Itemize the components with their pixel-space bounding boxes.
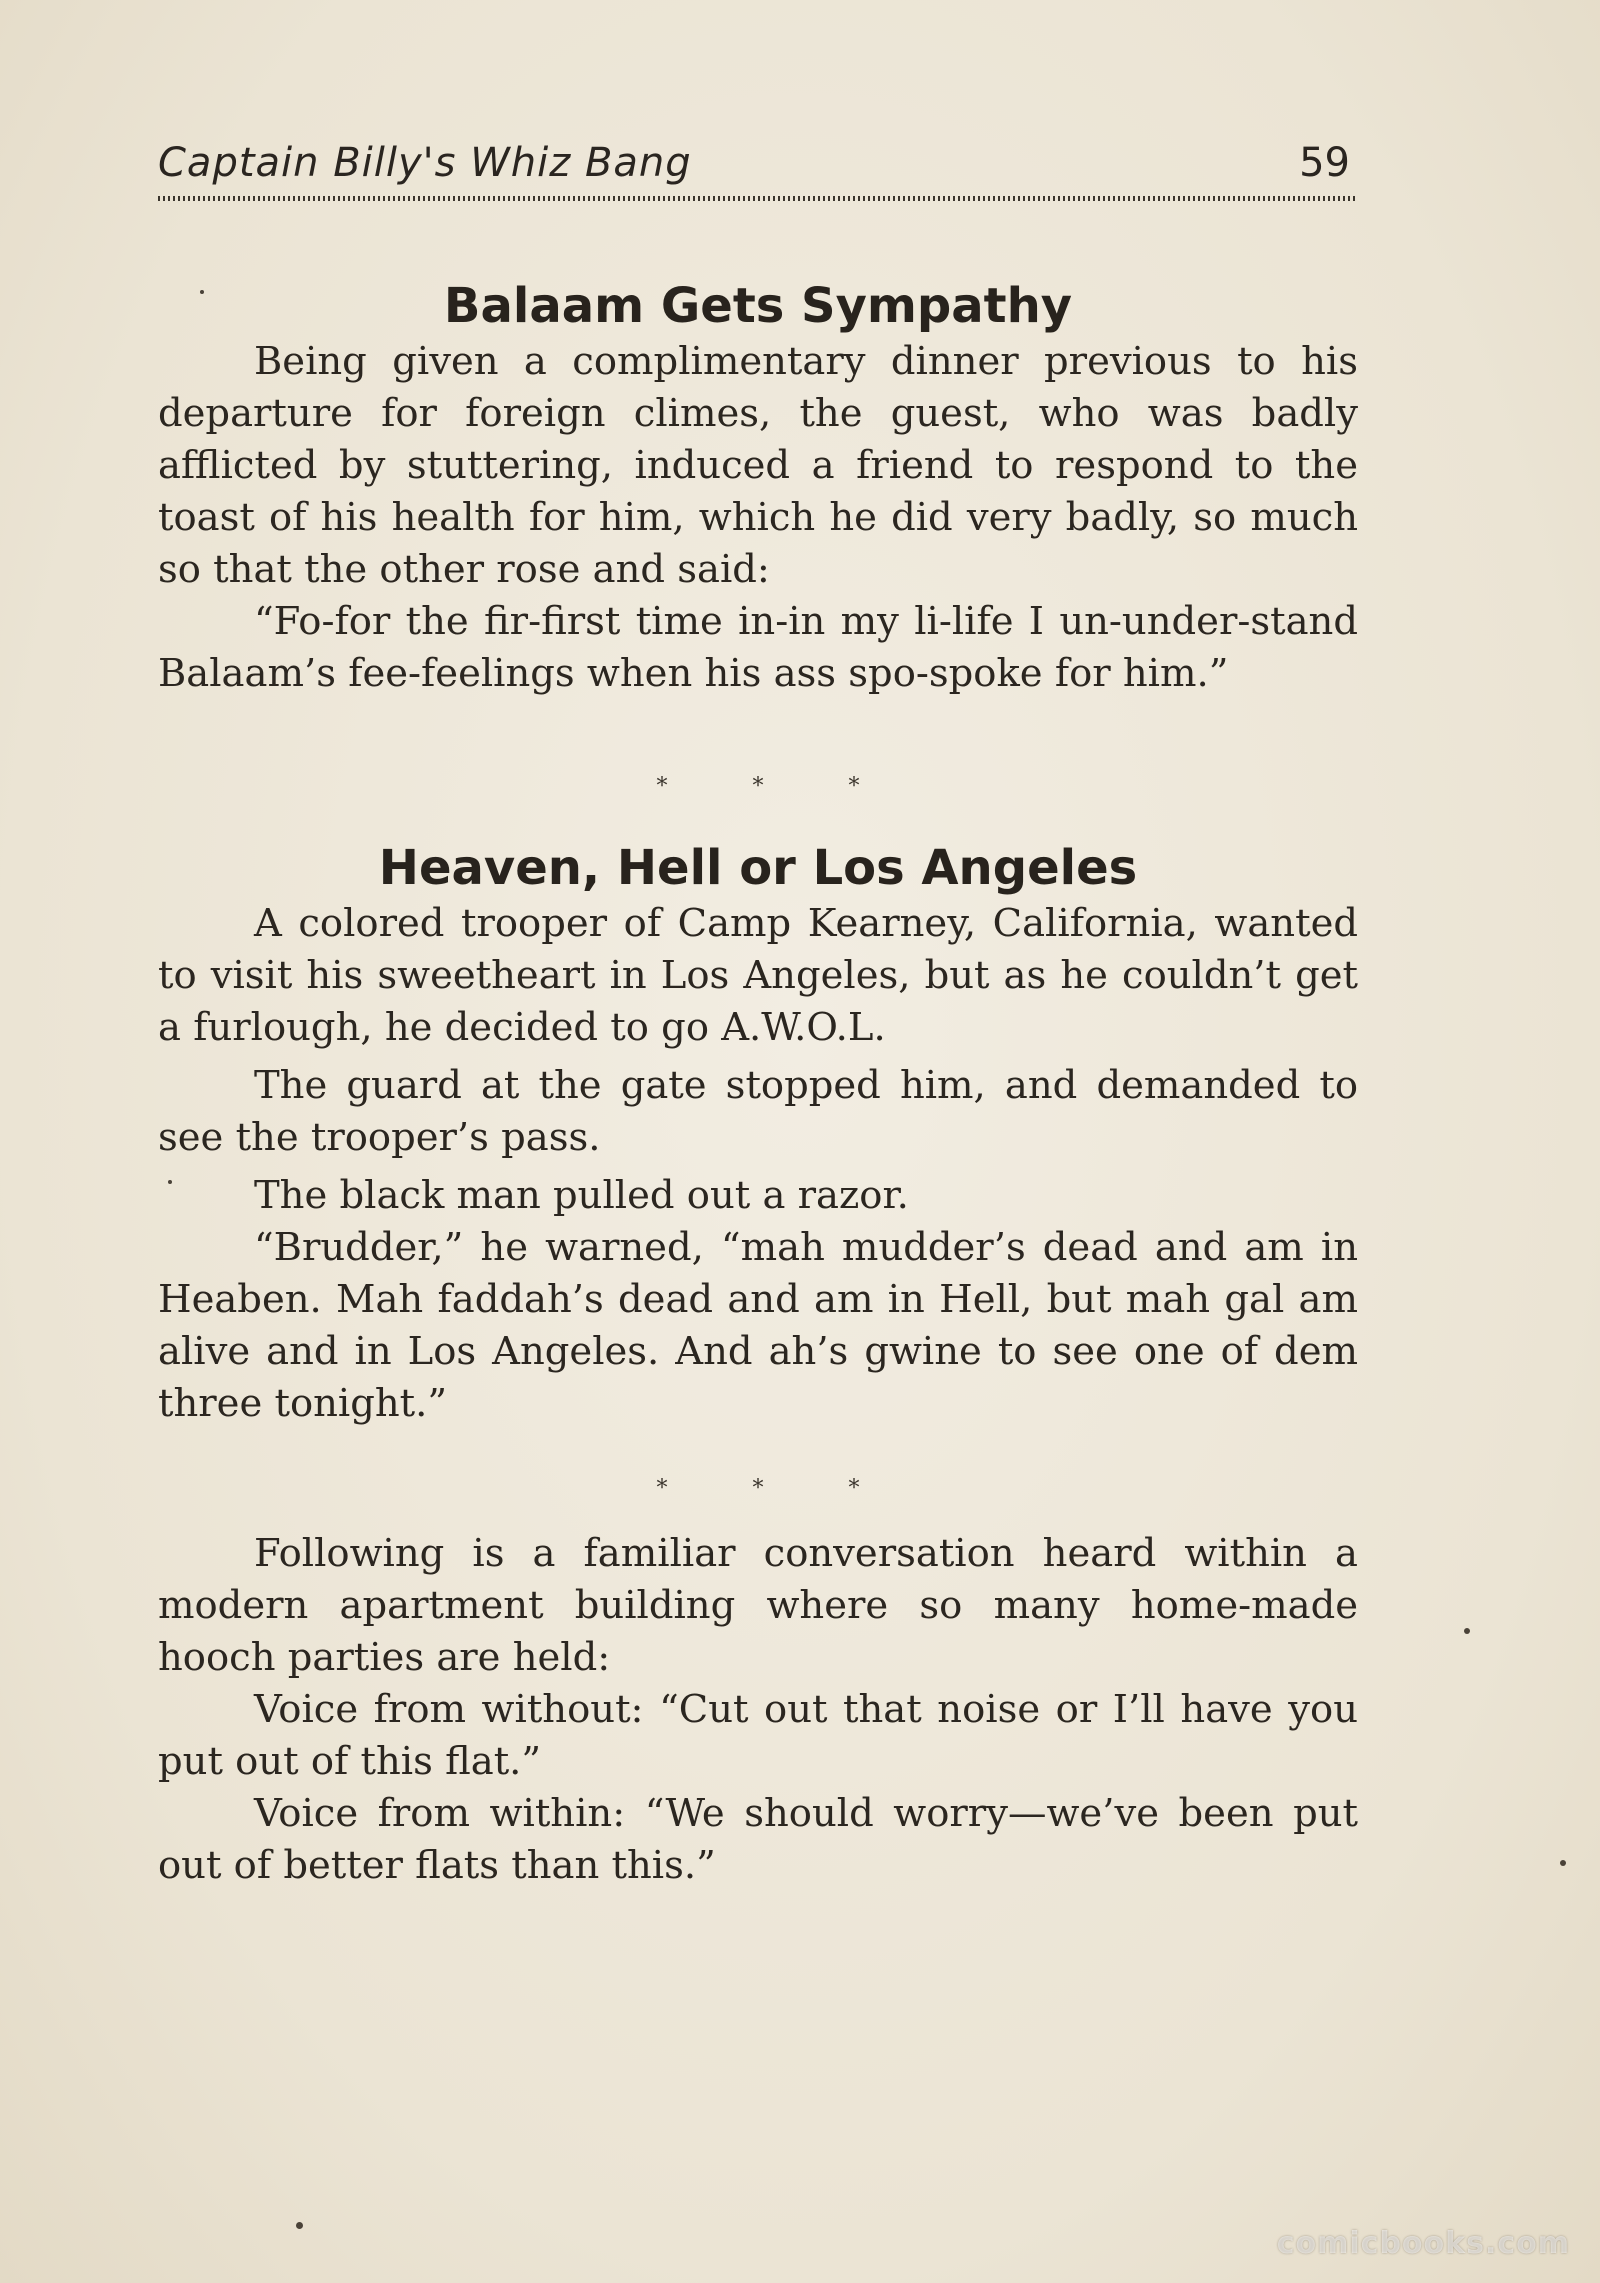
running-title: Captain Billy's Whiz Bang bbox=[158, 140, 692, 186]
article-title: Heaven, Hell or Los Angeles bbox=[378, 840, 1138, 896]
page-number: 59 bbox=[1299, 140, 1350, 186]
asterisk: * bbox=[848, 1476, 860, 1501]
asterisk: * bbox=[656, 1476, 668, 1501]
header-rule bbox=[158, 196, 1358, 201]
paper-speck bbox=[1464, 1628, 1470, 1634]
article-paragraph: The guard at the gate stopped him, and demanded to see the trooper’s pass. bbox=[158, 1063, 1358, 1160]
article-paragraph: Voice from without: “Cut out that noise or I’ll have you put out of this flat.” bbox=[158, 1687, 1358, 1784]
article-paragraph: Being given a complimentary dinner previous to his departure for foreign climes, the guest, who was badly afflicted by stuttering, induced a friend to respond to the toast of his health for him, which he did very badly, so much so that the other rose and said: bbox=[158, 339, 1358, 592]
asterisk: * bbox=[848, 774, 860, 799]
section-separator bbox=[158, 1476, 1358, 1501]
article-paragraph: “Brudder,” he warned, “mah mudder’s dead and am in Heaben. Mah faddah’s dead and am in Hell, but mah gal am alive and in Los Angeles. And ah’s gwine to see one of dem three tonight.” bbox=[158, 1225, 1358, 1426]
watermark: comicbooks.com bbox=[1276, 2226, 1570, 2261]
asterisk: * bbox=[752, 774, 764, 799]
asterisk: * bbox=[752, 1476, 764, 1501]
article-paragraph: A colored trooper of Camp Kearney, California, wanted to visit his sweetheart in Los Angeles, but as he couldn’t get a furlough, he decided to go A.W.O.L. bbox=[158, 901, 1358, 1050]
article-heaven-hell bbox=[158, 838, 1358, 1430]
article-paragraph: “Fo-for the fir-first time in-in my li-life I un-under-stand Balaam’s fee-feelings when his ass spo-spoke for him.” bbox=[158, 599, 1358, 696]
article-title: Balaam Gets Sympathy bbox=[443, 278, 1073, 334]
section-separator bbox=[158, 774, 1358, 799]
article-paragraph: Following is a familiar conversation heard within a modern apartment building where so many home-made hooch parties are held: bbox=[158, 1531, 1358, 1680]
article-apartment bbox=[158, 1528, 1358, 1892]
article-paragraph: The black man pulled out a razor. bbox=[254, 1173, 909, 1218]
paper-speck bbox=[1560, 1860, 1566, 1866]
asterisk: * bbox=[656, 774, 668, 799]
page-header bbox=[158, 140, 1358, 200]
paper-speck bbox=[296, 2222, 303, 2229]
article-balaam bbox=[158, 276, 1358, 700]
paper-speck bbox=[168, 1180, 172, 1184]
article-paragraph: Voice from within: “We should worry—we’ve been put out of better flats than this.” bbox=[158, 1791, 1358, 1888]
paper-speck bbox=[200, 290, 204, 294]
